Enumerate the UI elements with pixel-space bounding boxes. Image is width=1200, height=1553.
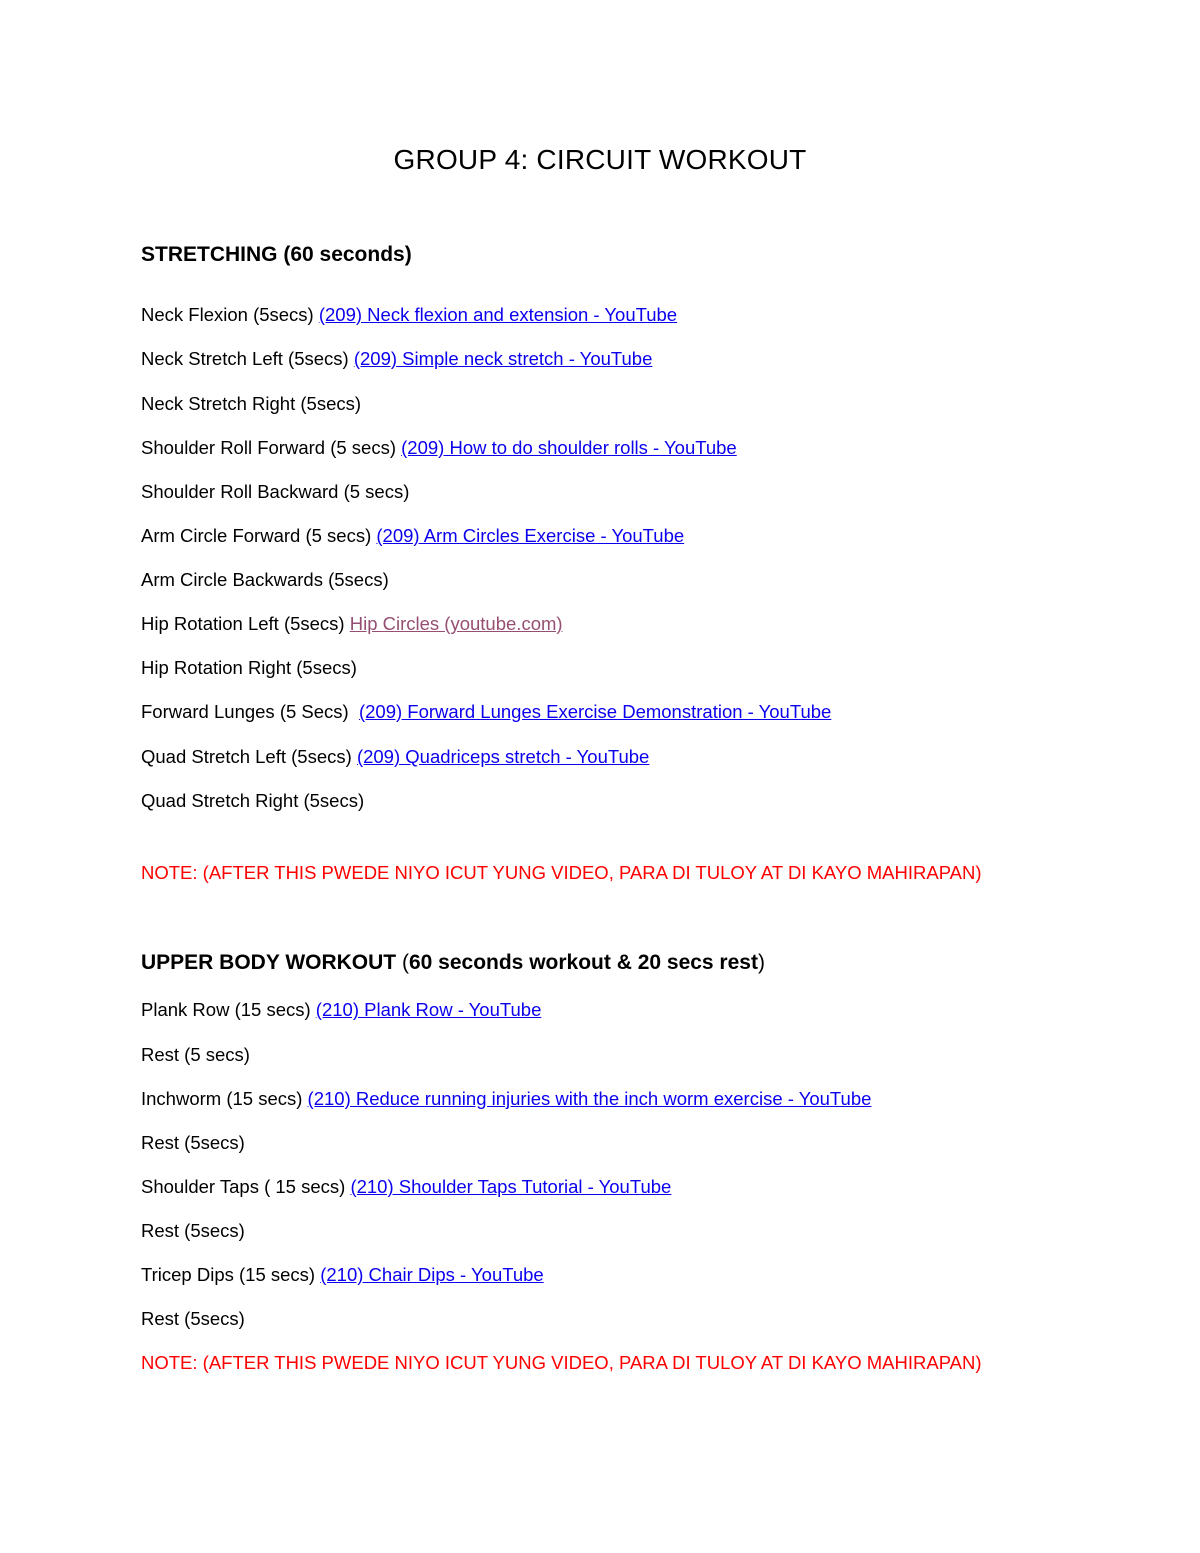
- item-text: Hip Rotation Right (5secs): [141, 657, 357, 678]
- item-text: Rest (5secs): [141, 1220, 245, 1241]
- item-text: Shoulder Roll Forward (5 secs): [141, 437, 402, 458]
- upper-item-inchworm: [141, 1087, 871, 1111]
- upper-body-heading: [141, 951, 765, 975]
- item-text: Inchworm (15 secs): [141, 1088, 308, 1109]
- item-text: Quad Stretch Right (5secs): [141, 790, 365, 811]
- item-text: Neck Stretch Left (5secs): [141, 348, 354, 369]
- stretch-item-shoulder-roll-forward: [141, 436, 737, 460]
- upper-item-tricep-dips: [141, 1263, 544, 1287]
- stretch-item-quad-stretch-right: [141, 789, 364, 813]
- youtube-link[interactable]: (209) How to do shoulder rolls - YouTube: [401, 437, 737, 458]
- stretching-note: NOTE: (AFTER THIS PWEDE NIYO ICUT YUNG VIDEO, PARA DI TULOY AT DI KAYO MAHIRAPAN): [141, 862, 982, 883]
- stretch-item-arm-circle-backwards: [141, 568, 389, 592]
- item-text: Forward Lunges (5 Secs): [141, 701, 359, 722]
- youtube-link[interactable]: (209) Quadriceps stretch - YouTube: [356, 746, 650, 767]
- youtube-link[interactable]: (210) Shoulder Taps Tutorial - YouTube: [350, 1176, 672, 1197]
- youtube-link[interactable]: (210) Reduce running injuries with the inch worm exercise - YouTube: [307, 1088, 872, 1109]
- item-text: Shoulder Roll Backward (5 secs): [141, 481, 410, 502]
- youtube-link[interactable]: (209) Neck flexion and extension - YouTube: [318, 304, 678, 325]
- item-text: Rest (5secs): [141, 1308, 245, 1329]
- item-text: Tricep Dips (15 secs): [141, 1264, 321, 1285]
- stretch-item-arm-circle-forward: [141, 524, 684, 548]
- stretching-heading: [141, 243, 412, 267]
- stretch-item-shoulder-roll-backward: [141, 480, 409, 504]
- upper-item-rest: [141, 1219, 245, 1243]
- item-text: Plank Row (15 secs): [141, 999, 316, 1020]
- stretching-heading-label: STRETCHING: [141, 243, 278, 266]
- stretch-item-hip-rotation-left: [141, 612, 563, 636]
- stretching-heading-duration: (60 seconds): [277, 243, 412, 266]
- upper-item-plank-row: [141, 998, 541, 1022]
- upper-body-heading-label: UPPER BODY WORKOUT: [141, 951, 397, 974]
- upper-item-rest: [141, 1043, 250, 1067]
- youtube-link[interactable]: Hip Circles (youtube.com): [349, 613, 563, 634]
- youtube-link[interactable]: (209) Arm Circles Exercise - YouTube: [376, 525, 685, 546]
- item-text: Quad Stretch Left (5secs): [141, 746, 357, 767]
- stretch-item-neck-stretch-left: [141, 347, 652, 371]
- stretch-item-hip-rotation-right: [141, 656, 357, 680]
- item-text: Rest (5secs): [141, 1132, 245, 1153]
- upper-item-rest: [141, 1131, 245, 1155]
- youtube-link[interactable]: (210) Chair Dips - YouTube: [320, 1264, 544, 1285]
- document-title: GROUP 4: CIRCUIT WORKOUT: [393, 144, 807, 175]
- upper-body-heading-paren-open: (: [396, 951, 409, 974]
- upper-item-shoulder-taps: [141, 1175, 671, 1199]
- youtube-link[interactable]: (210) Plank Row - YouTube: [315, 999, 542, 1020]
- stretch-item-neck-stretch-right: [141, 392, 361, 416]
- upper-body-note: NOTE: (AFTER THIS PWEDE NIYO ICUT YUNG VIDEO, PARA DI TULOY AT DI KAYO MAHIRAPAN): [141, 1352, 982, 1373]
- item-text: Shoulder Taps ( 15 secs): [141, 1176, 351, 1197]
- stretch-item-quad-stretch-left: [141, 745, 649, 769]
- youtube-link[interactable]: (209) Simple neck stretch - YouTube: [353, 348, 653, 369]
- item-text: Arm Circle Backwards (5secs): [141, 569, 389, 590]
- youtube-link[interactable]: (209) Forward Lunges Exercise Demonstration - YouTube: [358, 701, 832, 722]
- item-text: Neck Flexion (5secs): [141, 304, 319, 325]
- upper-item-rest: [141, 1307, 245, 1331]
- upper-body-heading-duration: 60 seconds workout & 20 secs rest: [408, 951, 758, 974]
- item-text: Rest (5 secs): [141, 1044, 250, 1065]
- item-text: Arm Circle Forward (5 secs): [141, 525, 377, 546]
- stretch-item-forward-lunges: [141, 700, 831, 724]
- item-text: Neck Stretch Right (5secs): [141, 393, 362, 414]
- upper-body-heading-paren-close: ): [757, 951, 765, 974]
- stretch-item-neck-flexion: [141, 303, 677, 327]
- item-text: Hip Rotation Left (5secs): [141, 613, 350, 634]
